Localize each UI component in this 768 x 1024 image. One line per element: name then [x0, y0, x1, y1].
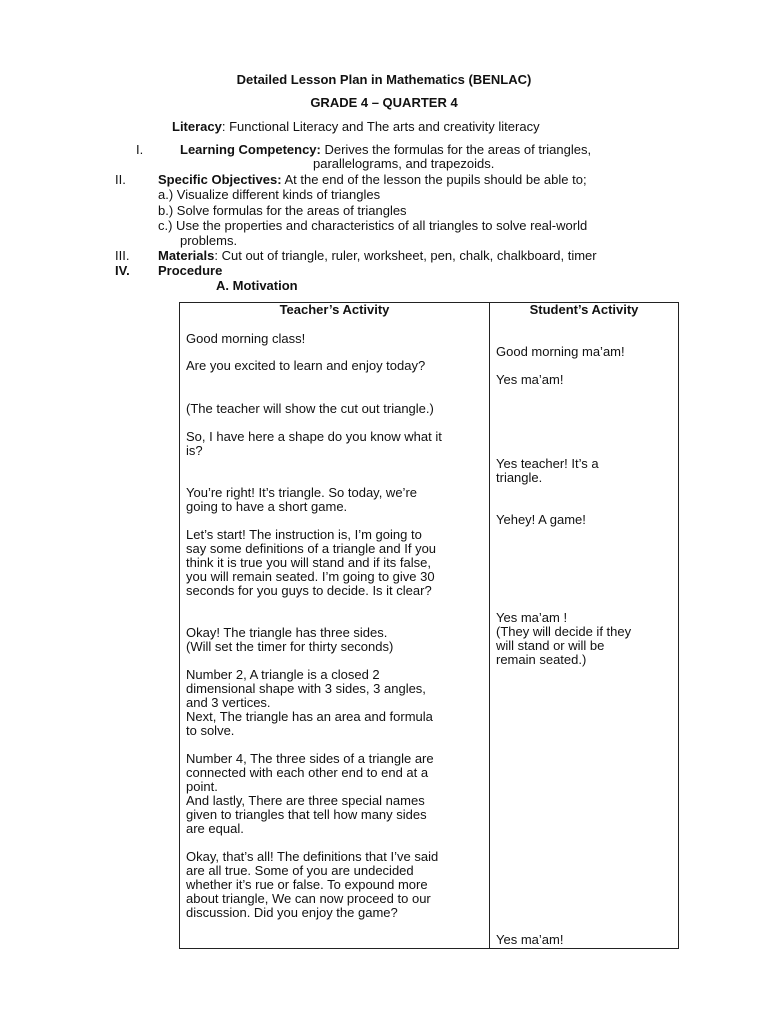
teacher-line: whether it’s rue or false. To expound more	[186, 877, 428, 892]
learning-competency	[180, 143, 591, 157]
teacher-line: given to triangles that tell how many sides	[186, 807, 427, 822]
teacher-line: you will remain seated. I’m going to give 30	[186, 569, 435, 584]
teacher-line: seconds for you guys to decide. Is it clear?	[186, 583, 432, 598]
learning-competency-label: Learning Competency:	[180, 142, 321, 157]
teacher-line: Next, The triangle has an area and formula	[186, 709, 433, 724]
teacher-line: Are you excited to learn and enjoy today?	[186, 358, 426, 373]
student-line: Good morning ma’am!	[496, 344, 625, 359]
learning-competency-cont: parallelograms, and trapezoids.	[313, 156, 495, 171]
section-3-number: III.	[115, 248, 130, 263]
teacher-line: are all true. Some of you are undecided	[186, 863, 414, 878]
teacher-line: going to have a short game.	[186, 499, 348, 514]
teacher-line: You’re right! It’s triangle. So today, we’re	[186, 485, 417, 500]
teacher-line: say some definitions of a triangle and If you	[186, 541, 437, 556]
procedure-label: Procedure	[158, 263, 223, 278]
teacher-line: is?	[186, 443, 203, 458]
teacher-line: and 3 vertices.	[186, 695, 271, 710]
specific-objectives	[158, 173, 587, 187]
learning-competency-text: Derives the formulas for the areas of triangles,	[320, 142, 592, 157]
objective-a: a.) Visualize different kinds of triangles	[158, 187, 381, 202]
section-2-number: II.	[115, 172, 126, 187]
teacher-line: Okay, that’s all! The definitions that I’ve said	[186, 849, 439, 864]
student-line: Yes ma’am!	[496, 372, 564, 387]
teacher-line: (Will set the timer for thirty seconds)	[186, 639, 394, 654]
materials	[158, 249, 597, 263]
teacher-line: dimensional shape with 3 sides, 3 angles,	[186, 681, 426, 696]
teacher-line: point.	[186, 779, 218, 794]
student-line: Yes ma’am !	[496, 610, 568, 625]
section-4-number: IV.	[115, 263, 130, 278]
student-activity-header: Student’s Activity	[529, 302, 639, 317]
teacher-line: Okay! The triangle has three sides.	[186, 625, 388, 640]
student-line: Yes teacher! It’s a	[496, 456, 599, 471]
motivation-heading: A. Motivation	[216, 278, 298, 293]
literacy-line	[172, 120, 540, 134]
teacher-line: discussion. Did you enjoy the game?	[186, 905, 398, 920]
student-line: triangle.	[496, 470, 543, 485]
teacher-line: connected with each other end to end at a	[186, 765, 429, 780]
teacher-line: to solve.	[186, 723, 235, 738]
literacy-text: : Functional Literacy and The arts and creativity literacy	[221, 119, 540, 134]
teacher-activity-header: Teacher’s Activity	[279, 302, 390, 317]
specific-objectives-text: At the end of the lesson the pupils should be able to;	[281, 172, 587, 187]
teacher-line: And lastly, There are three special names	[186, 793, 425, 808]
teacher-line: So, I have here a shape do you know what it	[186, 429, 442, 444]
student-line: remain seated.)	[496, 652, 587, 667]
teacher-activity-column	[180, 303, 490, 949]
section-1-number: I.	[136, 142, 144, 157]
specific-objectives-label: Specific Objectives:	[158, 172, 282, 187]
teacher-line: think it is true you will stand and if its false,	[186, 555, 431, 570]
teacher-line: (The teacher will show the cut out triangle.)	[186, 401, 434, 416]
teacher-line: about triangle, We can now proceed to our	[186, 891, 431, 906]
student-line: Yehey! A game!	[496, 512, 586, 527]
document-title: Detailed Lesson Plan in Mathematics (BENLAC)	[236, 72, 532, 87]
materials-label: Materials	[158, 248, 215, 263]
objective-c: c.) Use the properties and characteristics of all triangles to solve real-world	[158, 218, 588, 233]
teacher-line: Number 2, A triangle is a closed 2	[186, 667, 380, 682]
materials-text: : Cut out of triangle, ruler, worksheet, pen, chalk, chalkboard, timer	[214, 248, 597, 263]
student-line: (They will decide if they	[496, 624, 632, 639]
literacy-label: Literacy	[172, 119, 222, 134]
student-line: Yes ma’am!	[496, 932, 564, 947]
student-line: will stand or will be	[496, 638, 605, 653]
objective-b: b.) Solve formulas for the areas of triangles	[158, 203, 407, 218]
objective-c-cont: problems.	[180, 233, 238, 248]
activity-table	[179, 302, 679, 949]
teacher-line: Number 4, The three sides of a triangle are	[186, 751, 434, 766]
teacher-line: Good morning class!	[186, 331, 306, 346]
student-activity-column	[490, 303, 679, 949]
grade-quarter: GRADE 4 – QUARTER 4	[310, 95, 458, 110]
teacher-line: are equal.	[186, 821, 244, 836]
teacher-line: Let’s start! The instruction is, I’m going to	[186, 527, 422, 542]
